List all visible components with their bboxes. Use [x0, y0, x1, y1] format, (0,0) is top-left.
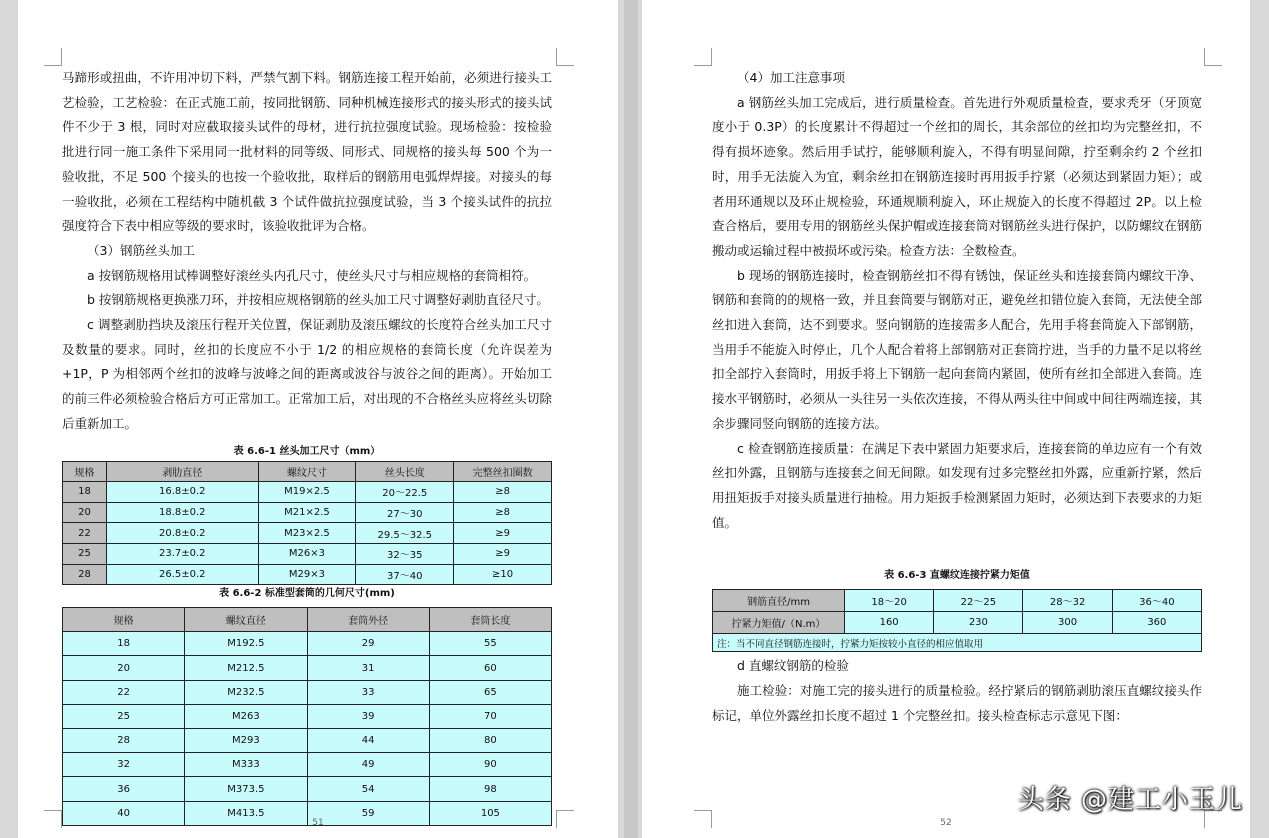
- table-cell: M373.5: [185, 777, 307, 801]
- table-cell: 55: [429, 632, 551, 656]
- page-number: 52: [940, 818, 952, 828]
- table-row: [63, 482, 552, 503]
- table-caption: 表 6.6-2 标准型套筒的几何尺寸(mm): [219, 588, 395, 600]
- table-cell: 32: [63, 753, 185, 777]
- table-row: [63, 564, 552, 585]
- table-cell: 20～22.5: [356, 482, 454, 503]
- page-content: [62, 66, 552, 826]
- table-row: [63, 680, 552, 704]
- crop-mark: [694, 48, 712, 66]
- column-header: 剥肋直径: [107, 461, 259, 482]
- table-cell: 300: [1023, 612, 1112, 634]
- table-cell: 31: [307, 656, 429, 680]
- table-row: [63, 502, 552, 523]
- table-cell: 36: [63, 777, 185, 801]
- table-cell: 28～32: [1023, 590, 1112, 612]
- table-cell: 18: [63, 482, 107, 503]
- table-cell: 90: [429, 753, 551, 777]
- thread-dimension-table: [62, 461, 552, 586]
- table-cell: 20: [63, 502, 107, 523]
- table-cell: 28: [63, 729, 185, 753]
- table-cell: M192.5: [185, 632, 307, 656]
- paragraph: a 钢筋丝头加工完成后，进行质量检查。首先进行外观质量检查，要求秃牙（牙顶宽度小于 0.3P）的长度累计不得超过一个丝扣的周长，其余部位的丝扣均为完整丝扣，不得有损坏迹象。然后用手试拧，能够顺利旋入，不得有明显间隙，拧至剩余约 2 个丝扣时，用手无法旋入为宜，剩余丝扣在钢筋连接时再用扳手拧紧（必须达到紧固力矩）；或者用环通规以及环止规检验，环通规顺利旋入，环止规旋入的长度不得超过 2P。以上检查合格后，要用专用的钢筋丝头保护帽或连接套筒对钢筋丝头进行保护，以防螺纹在钢筋搬动或运输过程中被损坏或污染。检查方法：全数检查。: [712, 94, 1202, 258]
- section-heading: （4）加工注意事项: [737, 70, 845, 85]
- column-header: 丝头长度: [356, 461, 454, 482]
- row-header: 拧紧力矩值/（N.m）: [713, 612, 845, 634]
- table-cell: 22～25: [934, 590, 1023, 612]
- column-header: 螺纹直径: [185, 608, 307, 632]
- table-cell: 230: [934, 612, 1023, 634]
- page-number: 51: [312, 818, 324, 828]
- crop-mark: [44, 48, 62, 66]
- table-cell: M212.5: [185, 656, 307, 680]
- table-row: [63, 543, 552, 564]
- table-cell: 16.8±0.2: [107, 482, 259, 503]
- table-row: [713, 612, 1202, 634]
- paragraph: c 检查钢筋连接质量：在满足下表中紧固力矩要求后，连接套筒的单边应有一个有效丝扣外露，且钢筋与连接套之间无间隙。如发现有过多完整丝扣外露，应重新拧紧，然后用扭矩扳手对接头质量进行抽检。用力矩扳手检测紧固力矩时，必须达到下表要求的力矩值。: [712, 440, 1202, 530]
- table-cell: M23×2.5: [258, 523, 356, 544]
- table-cell: 25: [63, 704, 185, 728]
- table-row: [63, 704, 552, 728]
- column-header: 套筒长度: [429, 608, 551, 632]
- table-cell: 18.8±0.2: [107, 502, 259, 523]
- table-row: [63, 777, 552, 801]
- table-row: [63, 632, 552, 656]
- table-cell: 18: [63, 632, 185, 656]
- document-page-right: [642, 0, 1250, 838]
- table-cell: 20.8±0.2: [107, 523, 259, 544]
- column-header: 套筒外径: [307, 608, 429, 632]
- table-cell: 59: [307, 801, 429, 825]
- watermark: 头条 @建工小玉儿: [1017, 785, 1243, 815]
- page-gutter: [624, 0, 638, 838]
- crop-mark: [556, 48, 574, 66]
- table-row: [63, 523, 552, 544]
- table-caption: 表 6.6-3 直螺纹连接拧紧力矩值: [884, 570, 1030, 582]
- table-cell: 32～35: [356, 543, 454, 564]
- table-cell: 49: [307, 753, 429, 777]
- document-page-left: [18, 0, 618, 838]
- table-cell: ≥9: [454, 543, 552, 564]
- table-cell: 40: [63, 801, 185, 825]
- paragraph: d 直螺纹钢筋的检验: [737, 658, 849, 674]
- table-cell: 33: [307, 680, 429, 704]
- table-cell: 25: [63, 543, 107, 564]
- column-header: 螺纹尺寸: [258, 461, 356, 482]
- table-cell: 105: [429, 801, 551, 825]
- table-cell: 20: [63, 656, 185, 680]
- sleeve-geometry-table: [62, 607, 552, 826]
- table-cell: 70: [429, 704, 551, 728]
- table-row: [713, 590, 1202, 612]
- table-row: [63, 656, 552, 680]
- table-cell: 54: [307, 777, 429, 801]
- table-cell: 44: [307, 729, 429, 753]
- table-cell: ≥10: [454, 564, 552, 585]
- table-row: [63, 729, 552, 753]
- crop-mark: [1204, 48, 1222, 66]
- page-content: [712, 66, 1202, 728]
- table-cell: M19×2.5: [258, 482, 356, 503]
- paragraph: b 按钢筋规格更换涨刀环，并按相应规格钢筋的丝头加工尺寸调整好剥肋直径尺寸。: [87, 292, 549, 308]
- table-cell: 36～40: [1112, 590, 1201, 612]
- table-cell: 60: [429, 656, 551, 680]
- table-cell: M293: [185, 729, 307, 753]
- table-cell: ≥8: [454, 482, 552, 503]
- paragraph: 马蹄形或扭曲，不许用冲切下料，严禁气割下料。钢筋连接工程开始前，必须进行接头工艺检验，工艺检验：在正式施工前，按同批钢筋、同种机械连接形式的接头形式的接头试件不少于 3 根，同时对应截取接头试件的母材，进行抗拉强度试验。现场检验：按检验批进行同一施工条件下采用同一批材料的同等级、同形式、同规格的接头每 500 个为一验收批，不足 500 个接头的也按一个验收批，取样后的钢筋用电弧焊焊接。对接头的每一验收批，必须在工程结构中随机截 3 个试件做抗拉强度试验，当 3 个接头试件的抗拉强度符合下表中相应等级的要求时，该验收批评为合格。: [62, 70, 552, 234]
- table-cell: 27～30: [356, 502, 454, 523]
- table-row: [713, 634, 1202, 652]
- table-cell: 39: [307, 704, 429, 728]
- table-cell: M333: [185, 753, 307, 777]
- table-cell: 28: [63, 564, 107, 585]
- table-cell: M263: [185, 704, 307, 728]
- table-caption: 表 6.6-1 丝头加工尺寸（mm）: [233, 445, 381, 457]
- table-cell: 22: [63, 523, 107, 544]
- table-cell: 65: [429, 680, 551, 704]
- table-cell: 29: [307, 632, 429, 656]
- paragraph: a 按钢筋规格用试棒调整好滚丝头内孔尺寸，使丝头尺寸与相应规格的套筒相符。: [87, 267, 537, 283]
- table-cell: 26.5±0.2: [107, 564, 259, 585]
- column-header: 规格: [63, 608, 185, 632]
- table-cell: ≥9: [454, 523, 552, 544]
- torque-table: [712, 589, 1202, 652]
- table-cell: 80: [429, 729, 551, 753]
- table-cell: 22: [63, 680, 185, 704]
- section-heading: （3）钢筋丝头加工: [87, 242, 195, 258]
- paragraph: c 调整剥肋挡块及滚压行程开关位置，保证剥肋及滚压螺纹的长度符合丝头加工尺寸及数量的要求。同时，丝扣的长度应不小于 1/2 的相应规格的套筒长度（允许误差为+1P，P 为相邻两个丝扣的波峰与波峰之间的距离或波谷与波谷之间的距离）。开始加工的前三件必须检验合格后方可正常加工。正常加工后，对出现的不合格丝头应将丝头切除后重新加工。: [62, 317, 552, 431]
- column-header: 完整丝扣圈数: [454, 461, 552, 482]
- table-cell: M26×3: [258, 543, 356, 564]
- table-cell: 18～20: [845, 590, 934, 612]
- table-cell: 98: [429, 777, 551, 801]
- table-cell: M29×3: [258, 564, 356, 585]
- column-header: 规格: [63, 461, 107, 482]
- table-row: [63, 753, 552, 777]
- table-note: 注：当不同直径钢筋连接时，拧紧力矩按较小直径的相应值取用: [713, 634, 1202, 652]
- table-cell: 23.7±0.2: [107, 543, 259, 564]
- table-cell: 360: [1112, 612, 1201, 634]
- table-cell: M232.5: [185, 680, 307, 704]
- row-header: 钢筋直径/mm: [713, 590, 845, 612]
- table-cell: ≥8: [454, 502, 552, 523]
- table-cell: 29.5～32.5: [356, 523, 454, 544]
- table-cell: 37～40: [356, 564, 454, 585]
- table-cell: M21×2.5: [258, 502, 356, 523]
- table-cell: M413.5: [185, 801, 307, 825]
- table-cell: 160: [845, 612, 934, 634]
- paragraph: 施工检验：对施工完的接头进行的质量检验。经拧紧后的钢筋剥肋滚压直螺纹接头作标记，单位外露丝扣长度不超过 1 个完整丝扣。接头检查标志示意见下图：: [712, 683, 1202, 723]
- paragraph: b 现场的钢筋连接时，检查钢筋丝扣不得有锈蚀，保证丝头和连接套筒内螺纹干净、钢筋和套筒的的规格一致，并且套筒要与钢筋对正，避免丝扣错位旋入套筒，无法使全部丝扣进入套筒，达不到要求。竖向钢筋的连接需多人配合，先用手将套筒旋入下部钢筋，当用手不能旋入时停止，几个人配合着将上部钢筋对正套筒拧进，当手的力量不足以将丝扣全部拧入套筒时，用扳手将上下钢筋一起向套筒内紧固，使所有丝扣全部进入套筒。连接水平钢筋时，必须从一头往另一头依次连接，不得从两头往中间或中间往两端连接，其余步骤同竖向钢筋的连接方法。: [712, 267, 1202, 431]
